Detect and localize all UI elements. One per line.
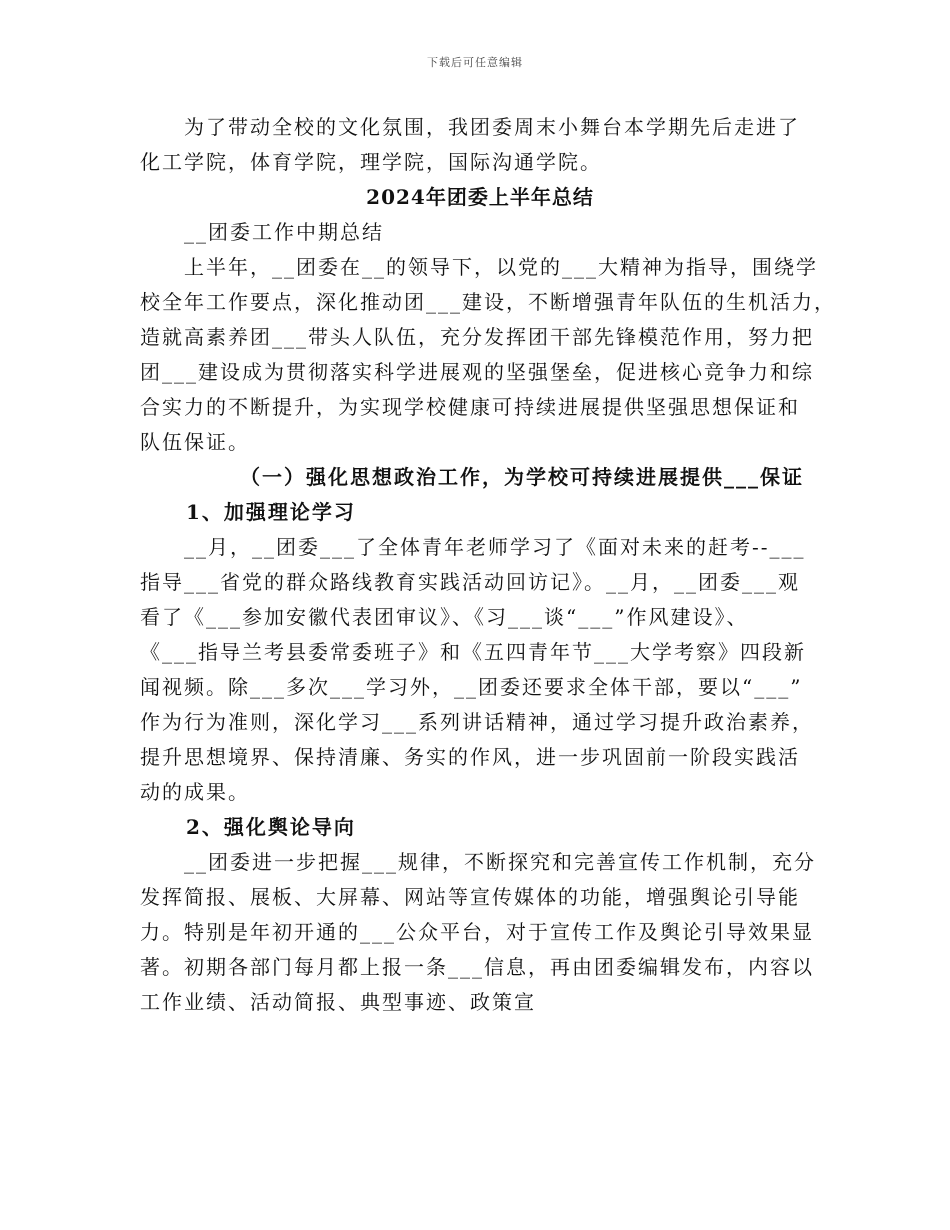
paragraph-line: __团委进一步把握___规律，不断探究和完善宣传工作机制，充分 [184, 850, 816, 874]
paragraph-line: 团___建设成为贯彻落实科学进展观的坚强堡垒，促进核心竞争力和综 [140, 360, 814, 384]
section-heading: （一）强化思想政治工作，为学校可持续进展提供___保证 [240, 465, 804, 489]
document-body [140, 110, 836, 1020]
paragraph-line: 著。初期各部门每月都上报一条___信息，再由团委编辑发布，内容以 [140, 955, 814, 979]
paragraph-line: 上半年，__团委在__的领导下，以党的___大精神为指导，围绕学 [184, 255, 818, 279]
subsection-heading: 2、强化舆论导向 [186, 815, 356, 839]
paragraph-line: 看了《___参加安徽代表团审议》、《习___谈“___”作风建设》、 [140, 605, 749, 629]
paragraph-line: 工作业绩、活动简报、典型事迹、政策宣 [140, 990, 536, 1014]
document-title: 2024年团委上半年总结 [366, 185, 594, 209]
paragraph-line: 发挥简报、展板、大屏幕、网站等宣传媒体的功能，增强舆论引导能 [140, 885, 800, 909]
paragraph-line: 为了带动全校的文化氛围，我团委周末小舞台本学期先后走进了 [184, 115, 800, 139]
paragraph-line: 队伍保证。 [140, 430, 250, 454]
subsection-heading: 1、加强理论学习 [186, 500, 356, 524]
paragraph-line: 提升思想境界、保持清廉、务实的作风，进一步巩固前一阶段实践活 [140, 745, 800, 769]
paragraph-line: 合实力的不断提升，为实现学校健康可持续进展提供坚强思想保证和 [140, 395, 800, 419]
paragraph-line: 作为行为准则，深化学习___系列讲话精神，通过学习提升政治素养， [140, 710, 814, 734]
paragraph-line: 指导___省党的群众路线教育实践活动回访记》。__月，__团委___观 [140, 570, 800, 594]
paragraph-line: 《___指导兰考县委常委班子》和《五四青年节___大学考察》四段新 [140, 640, 806, 664]
paragraph-line: 校全年工作要点，深化推动团___建设，不断增强青年队伍的生机活力， [140, 290, 836, 314]
paragraph-line: 化工学院，体育学院，理学院，国际沟通学院。 [140, 150, 602, 174]
paragraph-line: 力。特别是年初开通的___公众平台，对于宣传工作及舆论引导效果显 [140, 920, 814, 944]
paragraph-line: 动的成果。 [140, 780, 250, 804]
paragraph-line: 造就高素养团___带头人队伍，充分发挥团干部先锋模范作用，努力把 [140, 325, 814, 349]
paragraph-line: __月，__团委___了全体青年老师学习了《面对未来的赶考--___ [184, 535, 806, 559]
subtitle-line: __团委工作中期总结 [184, 220, 384, 244]
paragraph-line: 闻视频。除___多次___学习外，__团委还要求全体干部，要以“___” [140, 675, 803, 699]
page-header-note: 下载后可任意编辑 [427, 56, 523, 69]
